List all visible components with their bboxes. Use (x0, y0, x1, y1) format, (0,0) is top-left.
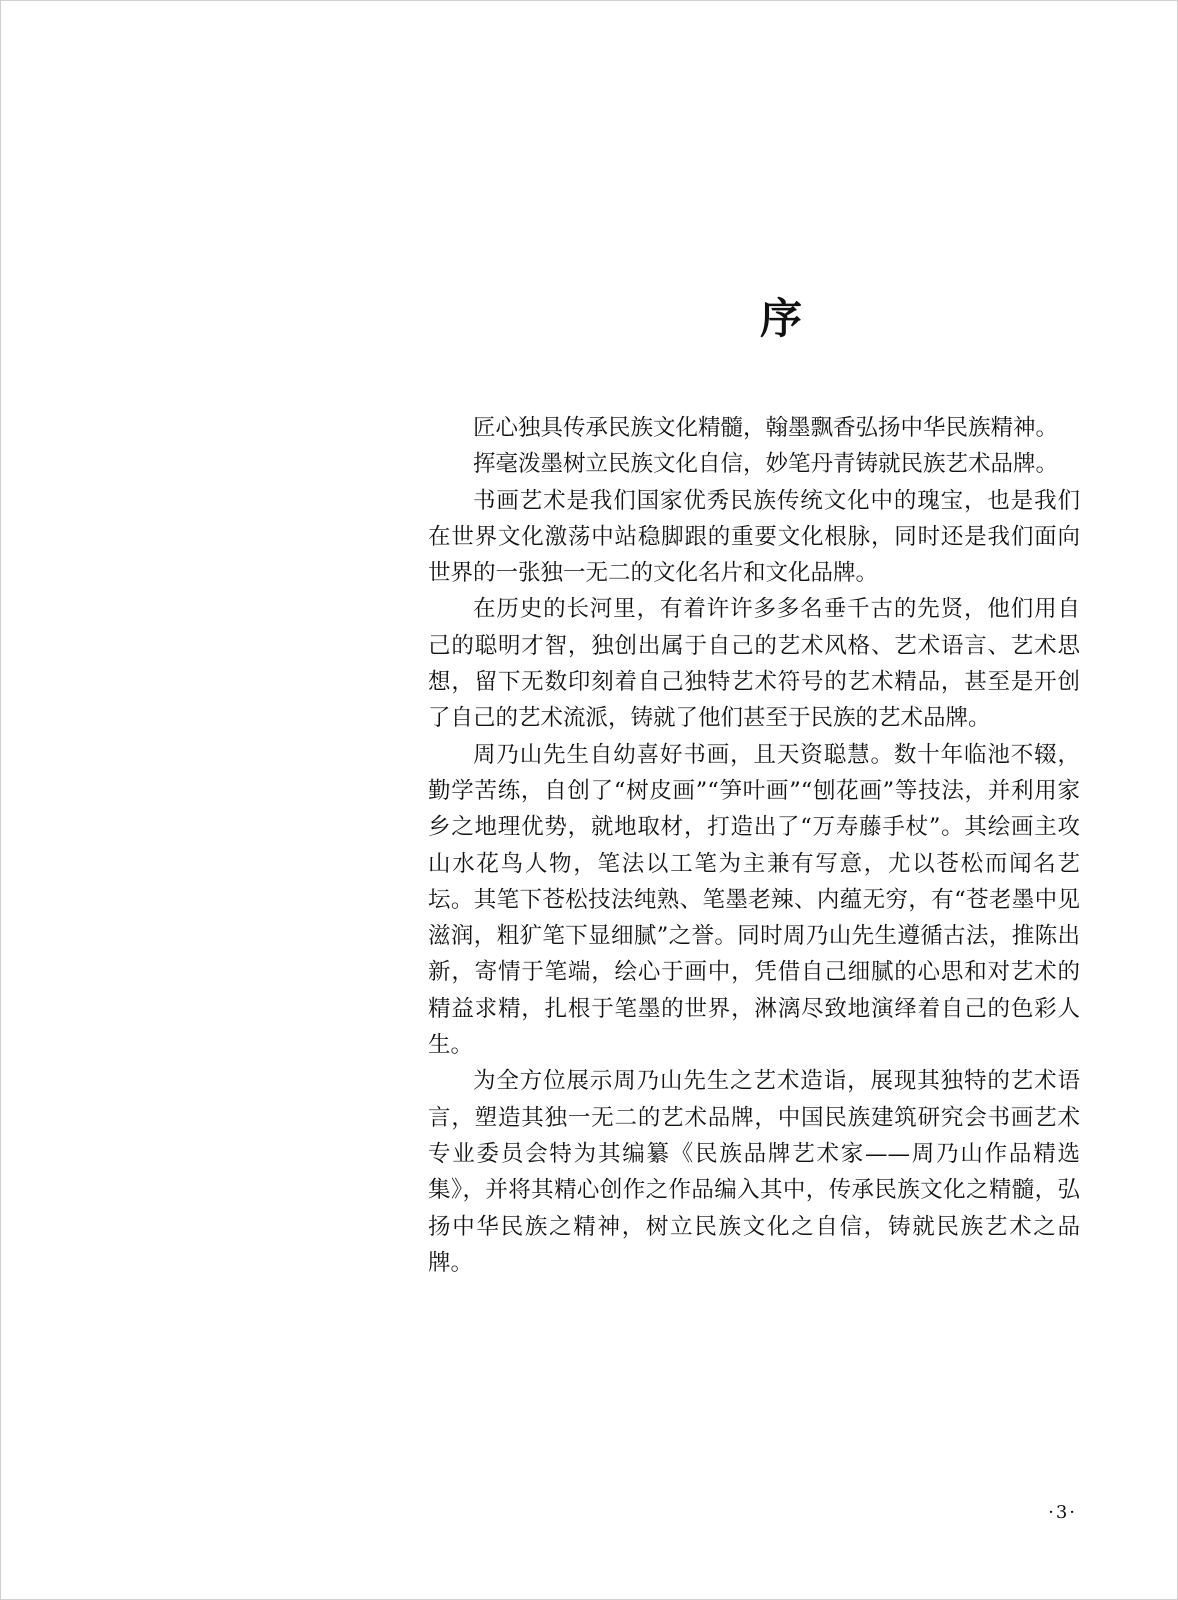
paragraph-1: 匠心独具传承民族文化精髓，翰墨飘香弘扬中华民族精神。 (473, 415, 1059, 441)
paragraph-4: 在历史的长河里，有着许许多多名垂千古的先贤，他们用自己的聪明才智，独创出属于自己的艺术风格、艺术语言、艺术思想，留下无数印刻着自己独特艺术符号的艺术精品，甚至是开创了自己的艺术流派，铸就了他们甚至于民族的艺术品牌。 (428, 596, 1080, 732)
paragraph-3: 书画艺术是我们国家优秀民族传统文化中的瑰宝，也是我们在世界文化激荡中站稳脚跟的重要文化根脉，同时还是我们面向世界的一张独一无二的文化名片和文化品牌。 (428, 487, 1080, 587)
preface-body (428, 410, 1080, 1281)
paragraph-5: 周乃山先生自幼喜好书画，且天资聪慧。数十年临池不辍，勤学苦练，自创了“树皮画”“笋叶画”“刨花画”等技法，并利用家乡之地理优势，就地取材，打造出了“万寿藤手杖”。其绘画主攻山水花鸟人物，笔法以工笔为主兼有写意，尤以苍松而闻名艺坛。其笔下苍松技法纯熟、笔墨老辣、内蕴无穷，有“苍老墨中见滋润，粗犷笔下显细腻”之誉。同时周乃山先生遵循古法，推陈出新，寄情于笔端，绘心于画中，凭借自己细腻的心思和对艺术的精益求精，扎根于笔墨的世界，淋漓尽致地演绎着自己的色彩人生。 (428, 741, 1080, 1059)
paragraph-6: 为全方位展示周乃山先生之艺术造诣，展现其独特的艺术语言，塑造其独一无二的艺术品牌，中国民族建筑研究会书画艺术专业委员会特为其编纂《民族品牌艺术家——周乃山作品精选集》，并将其精心创作之作品编入其中，传承民族文化之精髓，弘扬中华民族之精神，树立民族文化之自信，铸就民族艺术之品牌。 (428, 1068, 1080, 1276)
paragraph-2: 挥毫泼墨树立民族文化自信，妙笔丹青铸就民族艺术品牌。 (473, 451, 1059, 478)
page-title: 序 (759, 294, 802, 343)
page-number: ·3· (1048, 1502, 1077, 1523)
